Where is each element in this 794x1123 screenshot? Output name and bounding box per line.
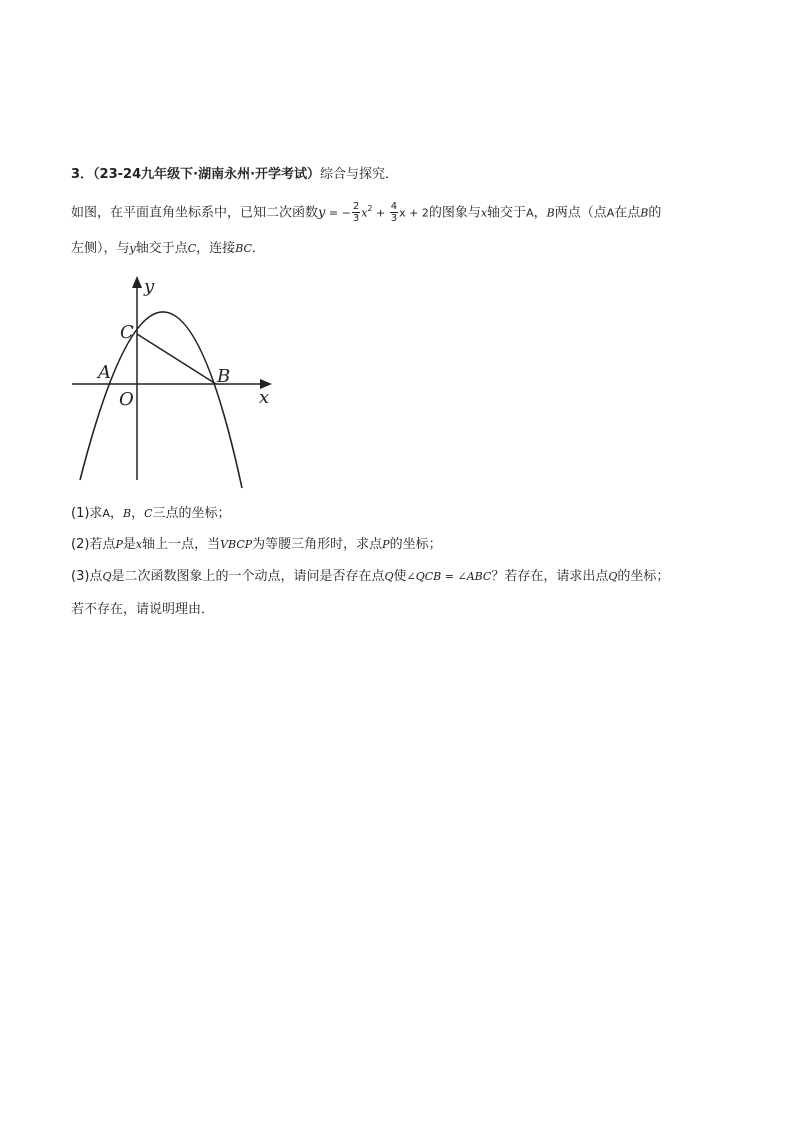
q2-number: (2) [71, 537, 90, 552]
q2-text-a: 若点 [89, 537, 116, 552]
q3-text-a: 点 [89, 569, 103, 584]
label-b: B [217, 366, 231, 387]
q1-point-a: A [102, 507, 110, 520]
label-x: x [259, 387, 270, 408]
point-b: B [640, 206, 649, 220]
intro-text-2: 的图象与 [428, 205, 481, 221]
q2-triangle: VBCP [220, 538, 253, 551]
intro-text-1: 如图，在平面直角坐标系中，已知二次函数 [71, 205, 319, 221]
q2-text-c: 轴上一点，当 [142, 537, 221, 552]
parabola-figure [70, 270, 280, 495]
intro-text-4: ， [533, 205, 547, 221]
intro-text-10: ，连接 [196, 241, 236, 256]
q1-point-c: C [144, 507, 153, 520]
question-3-line-2 [71, 601, 214, 619]
label-o: O [119, 389, 134, 410]
intro-text-6: 在点 [614, 205, 641, 221]
label-c: C [120, 322, 134, 343]
label-y: y [144, 276, 155, 297]
intro-text-9: 轴交于点 [135, 241, 188, 256]
q1-text-a: 求 [89, 506, 103, 521]
problem-header [71, 166, 398, 184]
question-2 [71, 536, 442, 554]
point-a: A [606, 206, 615, 220]
q3-text-d: ？若存在，请求出点 [491, 569, 609, 584]
intro-text-8: 左侧），与 [71, 241, 130, 256]
q1-text-d: 三点的坐标； [152, 506, 231, 521]
linear-tail: x + 2 [399, 206, 429, 220]
q2-text-b: 是 [122, 537, 136, 552]
problem-topic: 综合与探究． [320, 167, 399, 182]
fraction-denominator: 3 [352, 213, 360, 225]
eq-sign: = − [325, 206, 351, 220]
point-c: C [187, 242, 197, 255]
point-a: A [526, 206, 534, 220]
intro-line-1 [71, 200, 661, 224]
intro-text-11: ． [251, 241, 265, 256]
q3-point-q: Q [608, 570, 618, 583]
problem-number: 3． [71, 167, 94, 182]
problem-source: （23-24九年级下·湖南永州·开学考试） [93, 167, 321, 182]
q3-number: (3) [71, 569, 90, 584]
y-variable: y [129, 242, 136, 255]
q1-text-c: ， [131, 506, 145, 521]
fraction-numerator: 4 [390, 201, 398, 213]
exponent: 2 [367, 204, 373, 213]
intro-text-7: 的 [648, 205, 662, 221]
y-axis-arrow [132, 276, 142, 288]
plus-sign: + [372, 206, 389, 220]
q3-text-e: 的坐标； [617, 569, 670, 584]
q1-text-b: ， [109, 506, 123, 521]
q3-text-b: 是二次函数图象上的一个动点，请问是否存在点 [111, 569, 385, 584]
q3-point-q: Q [102, 570, 112, 583]
function-y: y [318, 205, 326, 221]
q2-point-p: P [382, 538, 390, 551]
fraction-2-3 [352, 201, 360, 224]
label-a: A [98, 362, 111, 383]
question-3 [71, 568, 669, 586]
q2-point-p: P [115, 538, 123, 551]
q3-line-2-text: 若不存在，请说明理由． [71, 602, 215, 617]
q2-text-e: 的坐标； [389, 537, 442, 552]
q2-x-variable: x [135, 538, 143, 551]
parabola-curve [80, 312, 242, 488]
q1-number: (1) [71, 506, 90, 521]
intro-text-3: 轴交于 [487, 205, 527, 221]
q2-text-d: 为等腰三角形时，求点 [252, 537, 383, 552]
x-term: x [361, 206, 368, 220]
fraction-denominator: 3 [390, 213, 398, 225]
fraction-numerator: 2 [352, 201, 360, 213]
fraction-4-3 [390, 201, 398, 224]
q1-point-b: B [122, 507, 132, 520]
segment-bc: BC [235, 242, 252, 255]
intro-line-2 [71, 240, 265, 258]
q3-angle-equation: ∠QCB = ∠ABC [406, 570, 492, 583]
q3-point-q: Q [384, 570, 394, 583]
q3-text-c: 使 [393, 569, 407, 584]
intro-text-5: 两点（点 [554, 205, 607, 221]
question-1 [71, 505, 231, 523]
x-variable: x [480, 206, 488, 220]
point-b: B [546, 206, 555, 220]
